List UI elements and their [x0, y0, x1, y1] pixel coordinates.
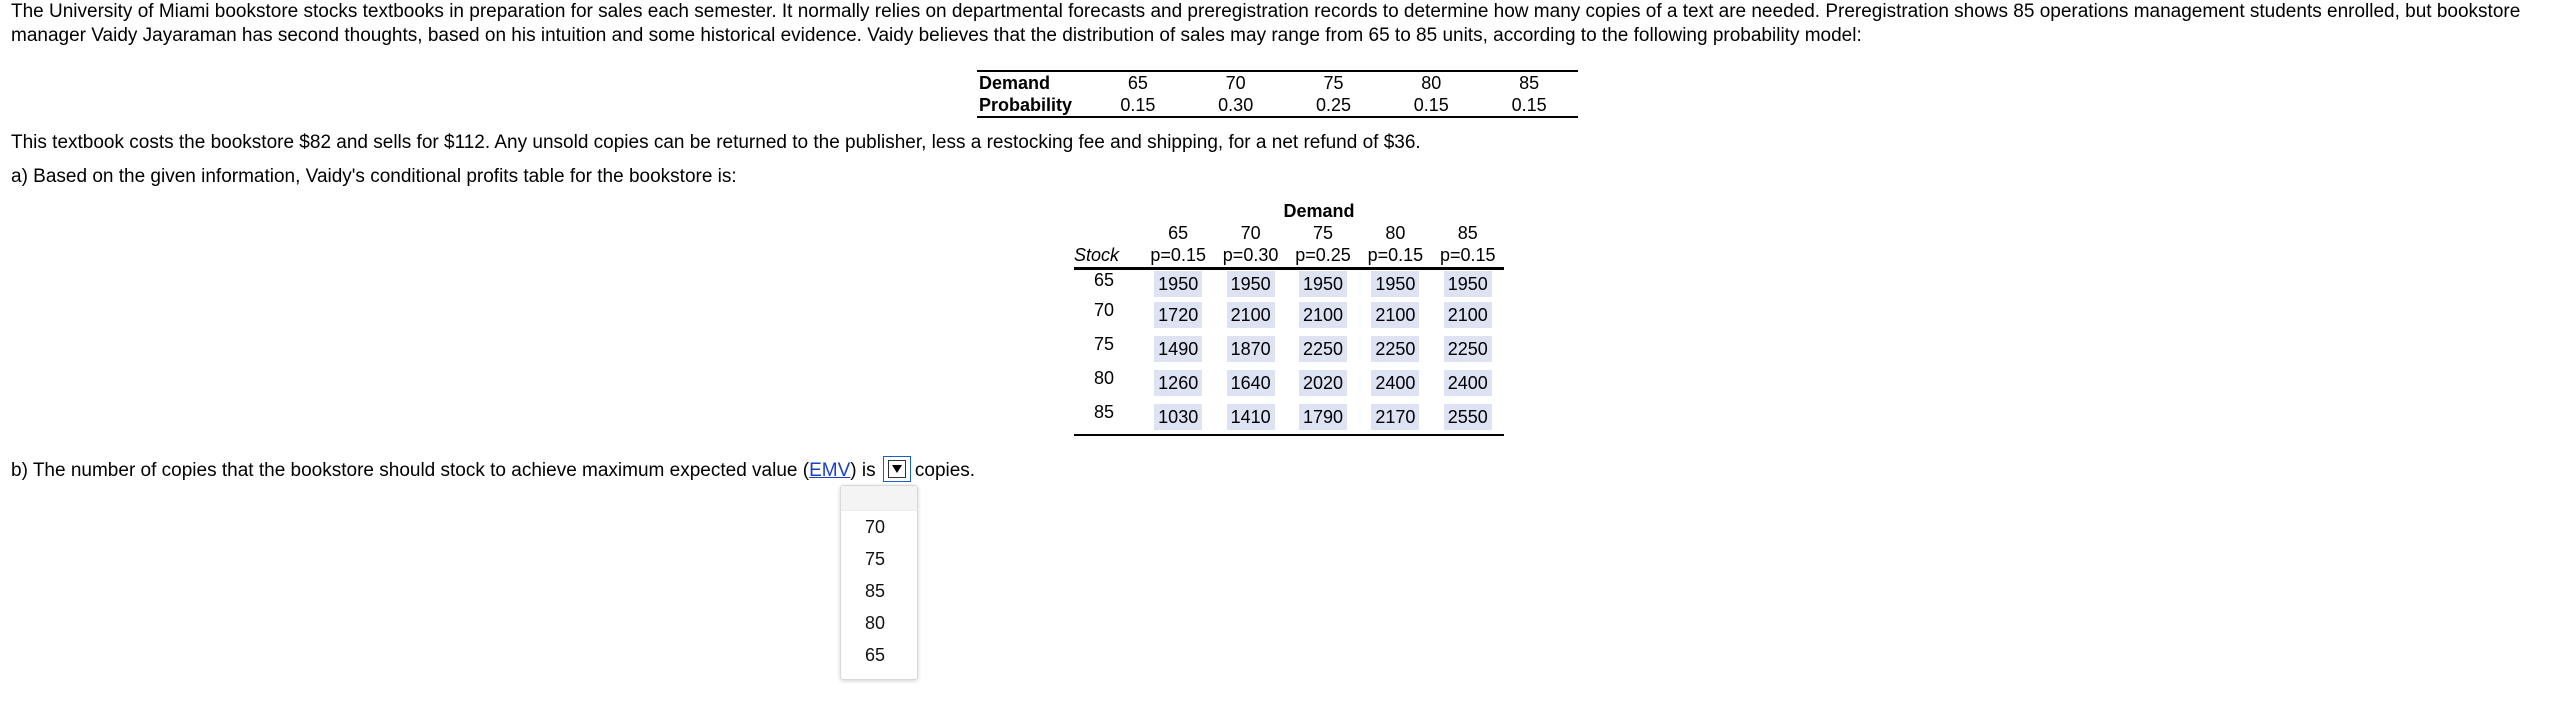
table-row — [1074, 298, 1504, 332]
probability-value: 0.15 — [1511, 95, 1547, 115]
dropdown-option[interactable]: 65 — [865, 645, 886, 665]
table-row — [1074, 269, 1504, 299]
probability-header: p=0.25 — [1287, 244, 1359, 269]
profit-cell: 2100 — [1444, 302, 1492, 328]
probability-header-row — [1074, 244, 1504, 269]
emv-link[interactable]: EMV — [809, 460, 851, 482]
demand-value: 80 — [1421, 73, 1442, 93]
profit-cell: 1950 — [1371, 271, 1419, 297]
probability-row-label: Probability — [979, 95, 1073, 115]
question-b-middle: ) is — [850, 460, 876, 482]
demand-value: 70 — [1225, 73, 1246, 93]
profit-cell: 1030 — [1154, 404, 1202, 430]
demand-header: 65 — [1168, 223, 1189, 243]
demand-value: 65 — [1127, 73, 1148, 93]
demand-value: 75 — [1323, 73, 1344, 93]
profit-cell: 1950 — [1444, 271, 1492, 297]
profit-cell: 1950 — [1227, 271, 1275, 297]
probability-header: p=0.15 — [1432, 244, 1504, 269]
profit-cell: 2250 — [1444, 336, 1492, 362]
profit-cell: 2100 — [1371, 302, 1419, 328]
profit-cell: 1950 — [1154, 271, 1202, 297]
probability-value: 0.15 — [1120, 95, 1156, 115]
dropdown-option[interactable]: 80 — [865, 613, 886, 633]
profit-table-title: Demand — [1283, 201, 1355, 221]
demand-row — [977, 71, 1578, 94]
stock-level-label: 85 — [1074, 400, 1142, 435]
profit-cell: 2400 — [1371, 370, 1419, 396]
profit-cell: 2170 — [1371, 404, 1419, 430]
probability-header: p=0.15 — [1142, 244, 1214, 269]
probability-value: 0.15 — [1413, 95, 1449, 115]
probability-row — [977, 94, 1578, 117]
stock-level-label: 75 — [1094, 334, 1115, 354]
question-b-suffix: copies. — [914, 460, 976, 482]
dropdown-option[interactable]: 70 — [865, 517, 886, 537]
profit-cell: 1720 — [1154, 302, 1202, 328]
profit-cell: 2250 — [1371, 336, 1419, 362]
probability-header: p=0.30 — [1214, 244, 1286, 269]
dropdown-options-list — [840, 485, 918, 680]
demand-value: 85 — [1519, 73, 1540, 93]
demand-header: 80 — [1385, 223, 1406, 243]
question-b-text — [11, 458, 975, 484]
dropdown-arrow-icon[interactable] — [888, 460, 906, 478]
profit-table-grid — [1074, 222, 1504, 436]
profit-cell: 1950 — [1299, 271, 1347, 297]
profit-cell: 2250 — [1299, 336, 1347, 362]
copies-dropdown[interactable] — [883, 456, 911, 482]
stock-column-header: Stock — [1074, 244, 1142, 269]
probability-value: 0.30 — [1218, 95, 1254, 115]
demand-header: 85 — [1457, 223, 1478, 243]
profit-cell: 2400 — [1444, 370, 1492, 396]
dropdown-option[interactable]: 75 — [865, 549, 886, 569]
problem-intro-text: The University of Miami bookstore stocks textbooks in preparation for sales each semester. It normally relies on departmental forecasts and preregistration records to determine how many copies of a text are needed. Preregistration shows 85 operations management students enrolled, but bookstore manager Vaidy Jayaraman has second thoughts, based on his intuition and some historical evidence. Vaidy believes that the distribution of sales may range from 65 to 85 units, according to the following probability model: — [11, 1, 2521, 46]
demand-row-label: Demand — [979, 73, 1051, 93]
demand-header-row — [1074, 222, 1504, 244]
table-row — [1074, 400, 1504, 435]
stock-level-label: 80 — [1094, 368, 1115, 388]
stock-level-label: 70 — [1094, 300, 1115, 320]
profit-cell: 1640 — [1227, 370, 1275, 396]
profit-cell: 2550 — [1444, 404, 1492, 430]
demand-header: 75 — [1312, 223, 1333, 243]
dropdown-option-blank[interactable] — [841, 486, 917, 511]
profit-cell: 2100 — [1299, 302, 1347, 328]
profit-cell: 1410 — [1227, 404, 1275, 430]
profit-cell: 1870 — [1227, 336, 1275, 362]
demand-header: 70 — [1240, 223, 1261, 243]
conditional-profits-table — [1074, 200, 1504, 436]
profit-cell: 1260 — [1154, 370, 1202, 396]
question-b-prefix: b) The number of copies that the bookstore should stock to achieve maximum expected value ( — [11, 460, 810, 482]
profit-cell: 2020 — [1299, 370, 1347, 396]
table-row — [1074, 332, 1504, 366]
profit-cell: 2100 — [1227, 302, 1275, 328]
table-row — [1074, 366, 1504, 400]
profit-cell: 1790 — [1299, 404, 1347, 430]
probability-header: p=0.15 — [1359, 244, 1431, 269]
stock-level-label: 65 — [1094, 270, 1115, 290]
probability-value: 0.25 — [1315, 95, 1352, 115]
question-a-text: a) Based on the given information, Vaidy's conditional profits table for the bookstore is: — [11, 166, 737, 187]
cost-text: This textbook costs the bookstore $82 and sells for $112. Any unsold copies can be returned to the publisher, less a restocking fee and shipping, for a net refund of $36. — [11, 132, 1421, 153]
probability-model-table — [977, 70, 1578, 118]
profit-cell: 1490 — [1154, 336, 1202, 362]
dropdown-option[interactable]: 85 — [865, 581, 886, 601]
